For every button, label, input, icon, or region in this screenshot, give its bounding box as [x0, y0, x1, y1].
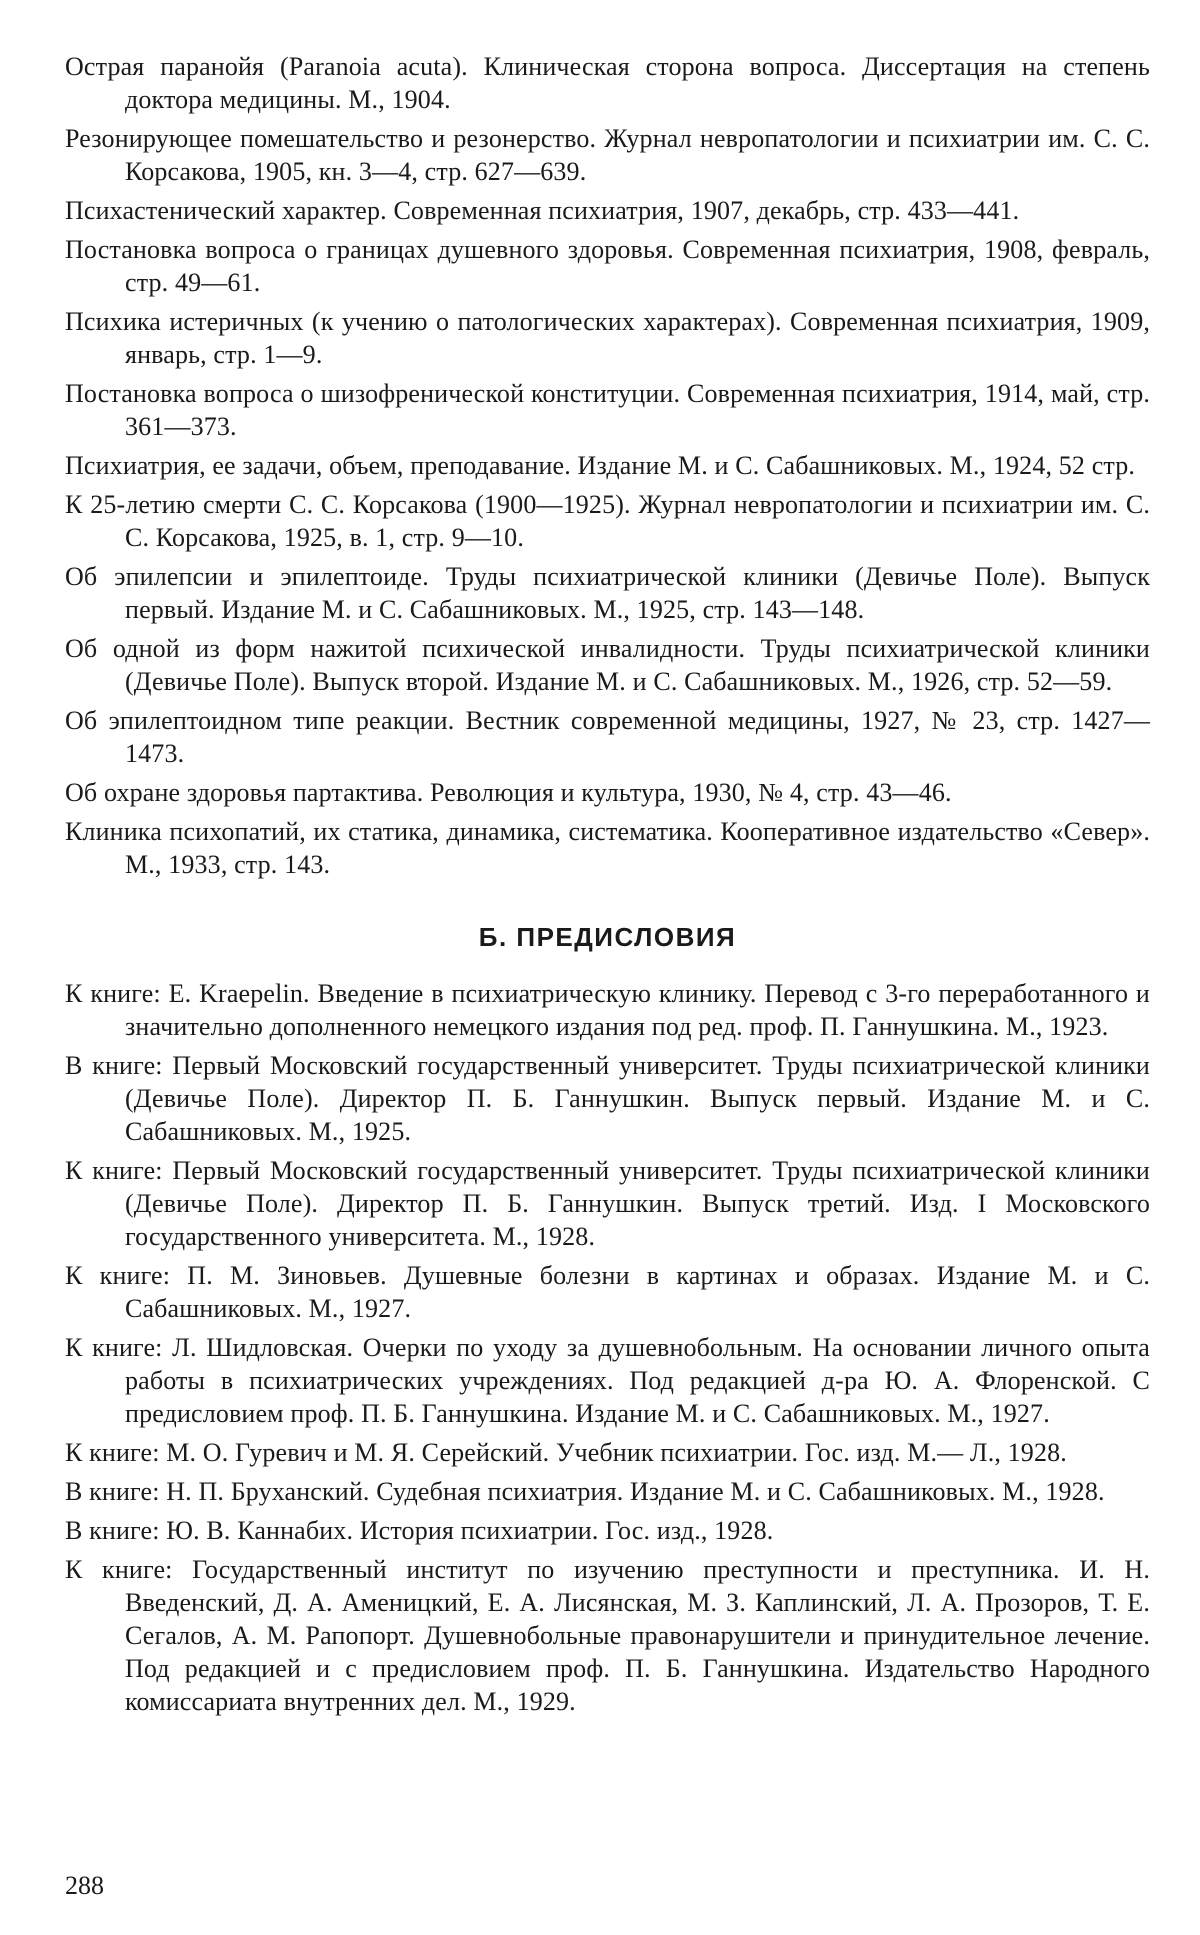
page-content — [65, 50, 1150, 1724]
bibliography-entry: Постановка вопроса о границах душевного здоровья. Современная психиатрия, 1908, февраль, стр. 49—61. — [65, 235, 1150, 297]
bibliography-entry: Психиатрия, ее задачи, объем, преподавание. Издание М. и С. Сабашниковых. М., 1924, 52 стр. — [65, 451, 1136, 480]
bibliography-entry: К книге: М. О. Гуревич и М. Я. Серейский. Учебник психиатрии. Гос. изд. М.— Л., 1928. — [65, 1438, 1067, 1467]
page-number: 288 — [65, 1871, 104, 1900]
bibliography-entry: К книге: П. М. Зиновьев. Душевные болезни в картинах и образах. Издание М. и С. Сабашниковых. М., 1927. — [65, 1261, 1150, 1323]
bibliography-entry: Об одной из форм нажитой психической инвалидности. Труды психиатрической клиники (Девичье Поле). Выпуск второй. Издание М. и С. Сабашниковых. М., 1926, стр. 52—59. — [65, 634, 1150, 696]
bibliography-entry: К книге: E. Kraepelin. Введение в психиатрическую клинику. Перевод с 3-го переработанного и значительно дополненного немецкого издания под ред. проф. П. Ганнушкина. М., 1923. — [65, 979, 1150, 1041]
bibliography-entry: К книге: Л. Шидловская. Очерки по уходу за душевнобольным. На основании личного опыта работы в психиатрических учреждениях. Под редакцией д-ра Ю. А. Флоренской. С предисловием проф. П. Б. Ганнушкина. Издание М. и С. Сабашниковых. М., 1927. — [65, 1333, 1150, 1428]
bibliography-list-articles — [65, 50, 1150, 881]
bibliography-list-prefaces — [65, 977, 1150, 1718]
bibliography-entry: В книге: Ю. В. Каннабих. История психиатрии. Гос. изд., 1928. — [65, 1516, 774, 1545]
bibliography-entry: Резонирующее помешательство и резонерство. Журнал невропатологии и психиатрии им. С. С. Корсакова, 1905, кн. 3—4, стр. 627—639. — [65, 124, 1150, 186]
bibliography-entry: Острая паранойя (Paranoia acuta). Клиническая сторона вопроса. Диссертация на степень доктора медицины. М., 1904. — [65, 52, 1150, 114]
bibliography-entry: Об эпилептоидном типе реакции. Вестник современной медицины, 1927, № 23, стр. 1427—1473. — [65, 706, 1150, 768]
bibliography-entry: Постановка вопроса о шизофренической конституции. Современная психиатрия, 1914, май, стр. 361—373. — [65, 379, 1150, 441]
bibliography-entry: Психика истеричных (к учению о патологических характерах). Современная психиатрия, 1909, январь, стр. 1—9. — [65, 307, 1150, 369]
bibliography-entry: Клиника психопатий, их статика, динамика, систематика. Кооперативное издательство «Север». М., 1933, стр. 143. — [65, 817, 1150, 879]
bibliography-entry: Об эпилепсии и эпилептоиде. Труды психиатрической клиники (Девичье Поле). Выпуск первый. Издание М. и С. Сабашниковых. М., 1925, стр. 143—148. — [65, 562, 1150, 624]
bibliography-entry: Психастенический характер. Современная психиатрия, 1907, декабрь, стр. 433—441. — [65, 196, 1020, 225]
bibliography-entry: К книге: Первый Московский государственный университет. Труды психиатрической клиники (Девичье Поле). Директор П. Б. Ганнушкин. Выпуск третий. Изд. I Московского государственного университета. М., 1928. — [65, 1156, 1150, 1251]
bibliography-entry: Об охране здоровья партактива. Революция и культура, 1930, № 4, стр. 43—46. — [65, 778, 952, 807]
bibliography-entry: К 25-летию смерти С. С. Корсакова (1900—1925). Журнал невропатологии и психиатрии им. С. С. Корсакова, 1925, в. 1, стр. 9—10. — [65, 490, 1150, 552]
bibliography-entry: К книге: Государственный институт по изучению преступности и преступника. И. Н. Введенский, Д. А. Аменицкий, Е. А. Лисянская, М. З. Каплинский, Л. А. Прозоров, Т. Е. Сегалов, А. М. Рапопорт. Душевнобольные правонарушители и принудительное лечение. Под редакцией и с предисловием проф. П. Б. Ганнушкина. Издательство Народного комиссариата внутренних дел. М., 1929. — [65, 1555, 1150, 1716]
bibliography-entry: В книге: Н. П. Бруханский. Судебная психиатрия. Издание М. и С. Сабашниковых. М., 1928. — [65, 1477, 1105, 1506]
bibliography-entry: В книге: Первый Московский государственный университет. Труды психиатрической клиники (Девичье Поле). Директор П. Б. Ганнушкин. Выпуск первый. Издание М. и С. Сабашниковых. М., 1925. — [65, 1051, 1150, 1146]
section-heading-prefaces: Б. ПРЕДИСЛОВИЯ — [478, 922, 737, 952]
